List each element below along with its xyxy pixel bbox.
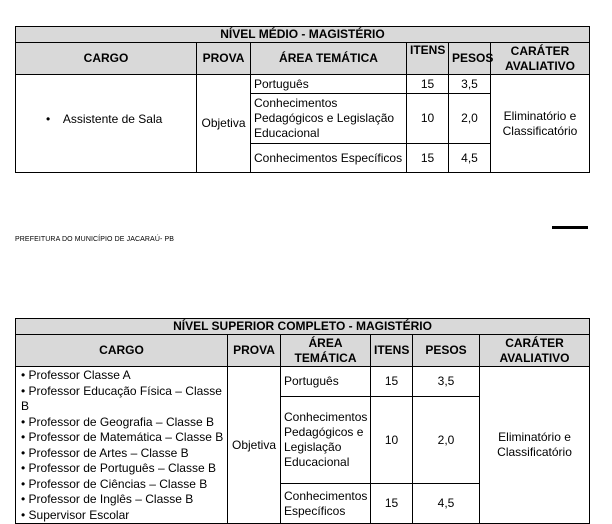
header-pesos: PESOS	[449, 43, 491, 75]
list-item: • Professor de Português – Classe B	[21, 461, 216, 475]
cell-pesos: 3,5	[413, 367, 480, 397]
cell-itens: 10	[371, 396, 413, 483]
cargo-label: Assistente de Sala	[62, 112, 163, 126]
cell-itens: 15	[371, 367, 413, 397]
list-item: • Professor Educação Física – Classe B	[21, 383, 222, 413]
footer-rule	[552, 226, 588, 229]
header-itens: ITENS	[371, 335, 413, 367]
list-item: • Professor de Inglês – Classe B	[21, 492, 194, 506]
table-title: NÍVEL SUPERIOR COMPLETO - MAGISTÉRIO	[16, 319, 590, 335]
list-item: • Professor de Ciências – Classe B	[21, 476, 208, 491]
cell-area: Conhecimentos Específicos	[281, 484, 371, 524]
cell-itens: 15	[407, 75, 449, 94]
list-item: • Professor de Geografia – Classe B	[21, 414, 214, 429]
list-item: • Professor de Matemática – Classe B	[21, 430, 224, 444]
list-item: • Professor Classe A	[21, 368, 131, 382]
cell-area: Português	[251, 75, 407, 94]
bullet-icon: •	[46, 112, 51, 126]
cell-itens: 10	[407, 94, 449, 144]
table-nivel-superior	[15, 318, 590, 524]
cell-area: Conhecimentos Pedagógicos e Legislação Educacional	[251, 94, 407, 144]
header-area: ÁREA TEMÁTICA	[281, 335, 371, 367]
cell-carater: Eliminatório e Classificatório	[491, 75, 590, 173]
cell-area: Português	[281, 367, 371, 397]
table-nivel-medio	[15, 26, 590, 173]
cell-itens: 15	[407, 144, 449, 173]
cell-prova: Objetiva	[197, 75, 251, 173]
header-prova: PROVA	[228, 335, 281, 367]
header-area: ÁREA TEMÁTICA	[251, 43, 407, 75]
cell-area: Conhecimentos Específicos	[251, 144, 407, 173]
cell-cargo	[16, 75, 197, 173]
header-itens: ITENS	[407, 43, 449, 75]
cell-pesos: 2,0	[449, 94, 491, 144]
cell-prova: Objetiva	[228, 367, 281, 524]
cell-pesos: 3,5	[449, 75, 491, 94]
cargo-list	[21, 368, 224, 523]
cell-pesos: 2,0	[413, 396, 480, 483]
cell-pesos: 4,5	[449, 144, 491, 173]
cell-cargos	[16, 367, 228, 524]
cell-pesos: 4,5	[413, 484, 480, 524]
list-item: • Supervisor Escolar	[21, 507, 130, 522]
header-cargo: CARGO	[16, 335, 228, 367]
cell-area: Conhecimentos Pedagógicos e Legislação Educacional	[281, 396, 371, 483]
cell-itens: 15	[371, 484, 413, 524]
table-title: NÍVEL MÉDIO - MAGISTÉRIO	[16, 27, 590, 43]
header-carater: CARÁTER AVALIATIVO	[480, 335, 590, 367]
list-item: • Professor de Artes – Classe B	[21, 445, 189, 460]
cell-carater: Eliminatório e Classificatório	[480, 367, 590, 524]
header-pesos: PESOS	[413, 335, 480, 367]
header-carater: CARÁTER AVALIATIVO	[491, 43, 590, 75]
footer-text: PREFEITURA DO MUNICÍPIO DE JACARAÚ- PB	[15, 236, 174, 243]
header-prova: PROVA	[197, 43, 251, 75]
header-cargo: CARGO	[16, 43, 197, 75]
